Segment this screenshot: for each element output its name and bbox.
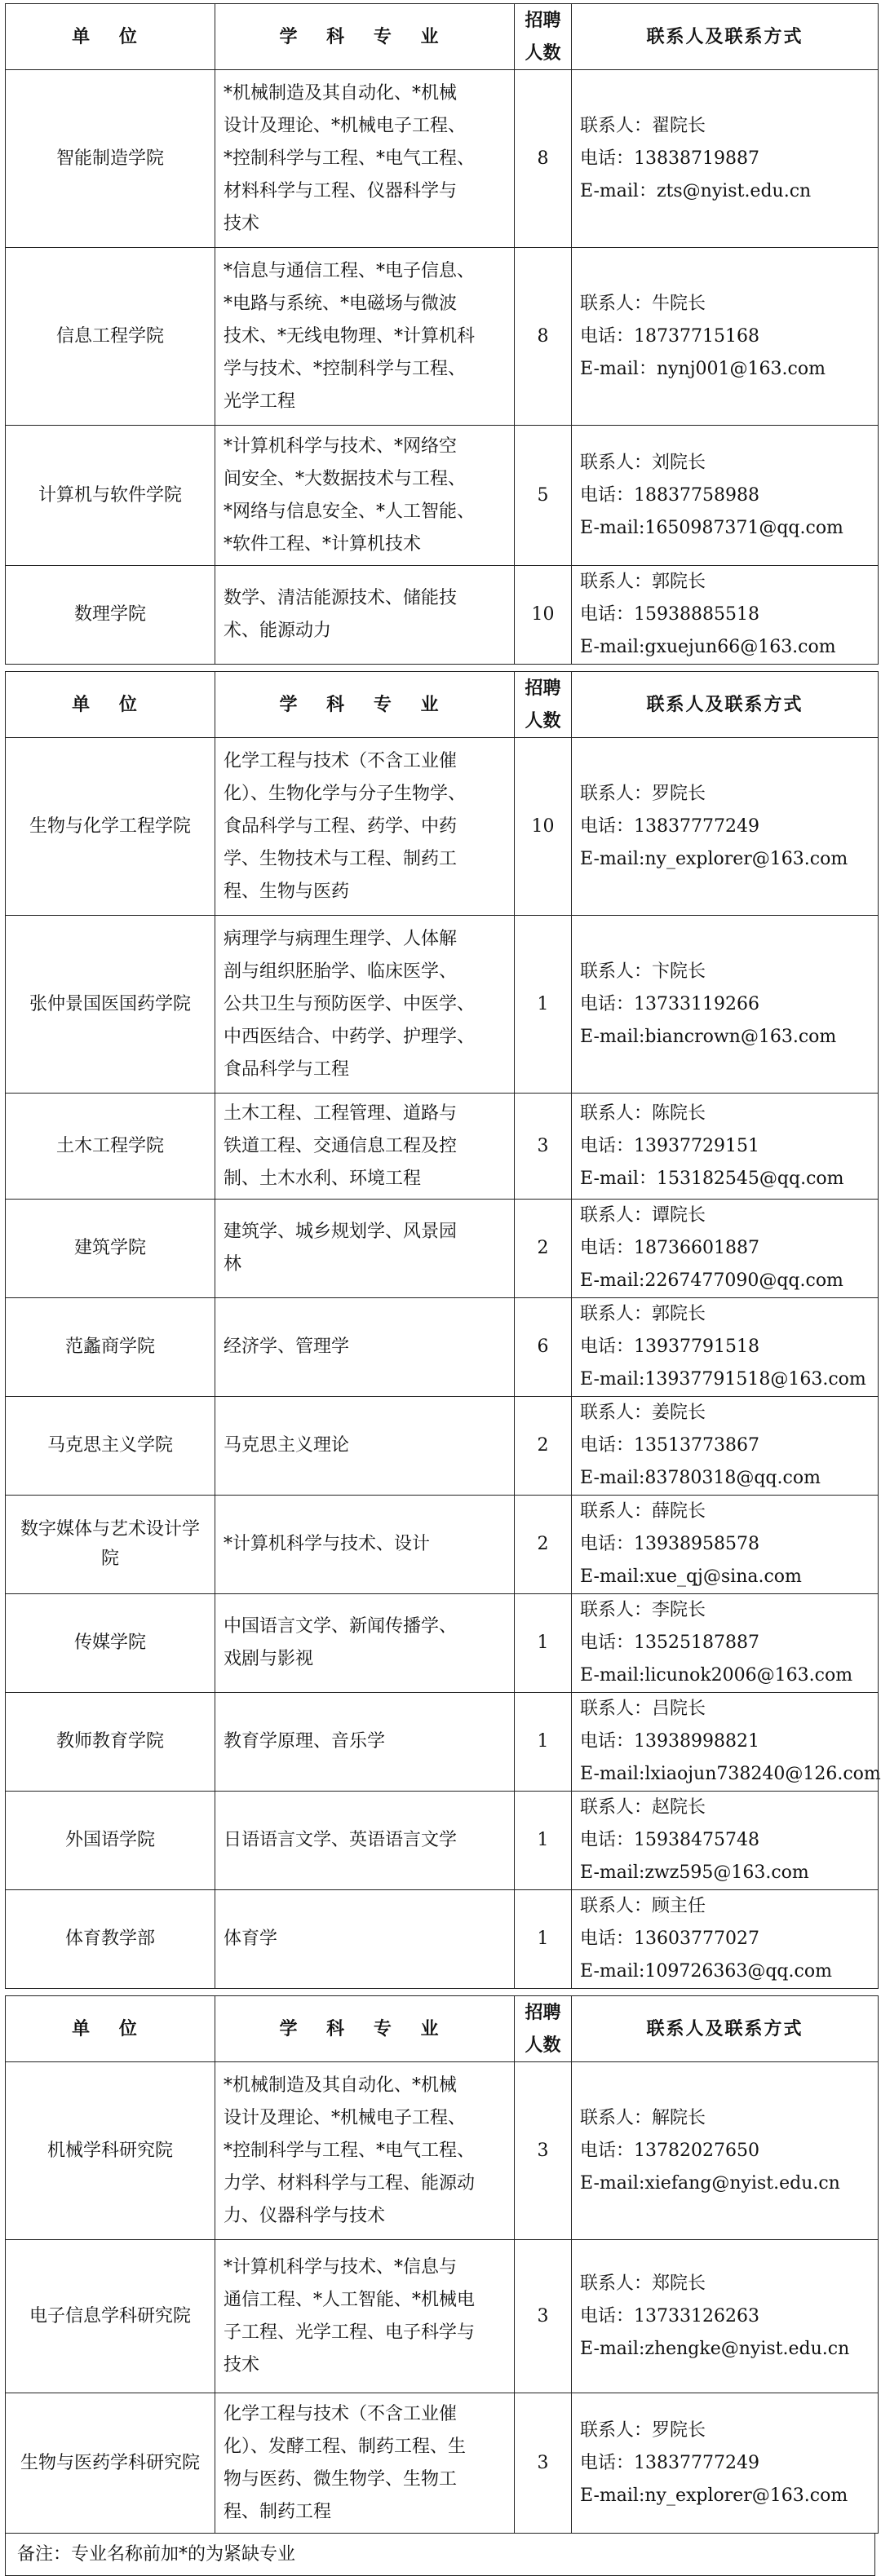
contact-cell <box>572 2393 879 2534</box>
contact-email[interactable]: E-mail:83780318@qq.com <box>580 1468 821 1488</box>
contact-phone: 电话：13937791518 <box>580 1337 759 1357</box>
major-line: *计算机科学与技术、设计 <box>224 1534 431 1554</box>
unit-cell: 体育教学部 <box>6 1890 215 1989</box>
table-row <box>6 2393 879 2534</box>
major-line: 学、生物技术与工程、制药工 <box>224 848 458 869</box>
major-cell <box>215 2240 515 2393</box>
major-line: *信息与通信工程、*电子信息、 <box>224 260 476 281</box>
table-row <box>6 70 879 248</box>
major-cell <box>215 1594 515 1693</box>
contact-cell <box>572 2240 879 2393</box>
major-line: 剖与组织胚胎学、临床医学、 <box>224 961 458 982</box>
major-line: *计算机科学与技术、*网络空 <box>224 435 458 457</box>
major-line: 数学、清洁能源技术、储能技 <box>224 588 458 608</box>
header-unit: 单 位 <box>6 672 215 738</box>
headcount-cell: 2 <box>515 1200 572 1298</box>
major-line: 戏剧与影视 <box>224 1649 314 1669</box>
table-row <box>6 566 879 665</box>
contact-phone: 电话：18736601887 <box>580 1238 759 1258</box>
major-line: 化）、发酵工程、制药工程、生 <box>224 2436 467 2457</box>
unit-cell: 生物与化学工程学院 <box>6 738 215 916</box>
table-row <box>6 1890 879 1989</box>
major-line: 化）、生物化学与分子生物学、 <box>224 783 467 804</box>
contact-phone: 电话：13513773867 <box>580 1435 759 1456</box>
recruitment-document <box>5 3 881 2576</box>
contact-phone: 电话：18737715168 <box>580 325 759 347</box>
headcount-cell: 3 <box>515 2393 572 2534</box>
contact-email[interactable]: E-mail:2267477090@qq.com <box>580 1270 843 1291</box>
major-line: 力、仪器科学与技术 <box>224 2205 386 2226</box>
unit-cell: 数理学院 <box>6 566 215 665</box>
major-line: 程、制药工程 <box>224 2501 332 2522</box>
contact-person: 联系人：陈院长 <box>580 1102 706 1124</box>
major-line: 材料科学与工程、仪器科学与 <box>224 180 458 201</box>
header-major: 学 科 专 业 <box>215 1996 515 2062</box>
major-line: 技术、*无线电物理、*计算机科 <box>224 325 476 347</box>
contact-cell <box>572 566 879 665</box>
contact-cell <box>572 70 879 248</box>
header-unit: 单 位 <box>6 4 215 70</box>
major-line: 化学工程与技术（不含工业催 <box>224 750 458 771</box>
unit-cell: 机械学科研究院 <box>6 2062 215 2240</box>
headcount-cell: 6 <box>515 1298 572 1397</box>
contact-email[interactable]: E-mail:ny_explorer@163.com <box>580 848 848 869</box>
table-row <box>6 2062 879 2240</box>
contact-person: 联系人：郭院长 <box>580 572 706 592</box>
unit-cell: 生物与医药学科研究院 <box>6 2393 215 2534</box>
major-cell <box>215 70 515 248</box>
contact-cell <box>572 2062 879 2240</box>
contact-email[interactable]: E-mail:xiefang@nyist.edu.cn <box>580 2172 840 2194</box>
contact-person: 联系人：吕院长 <box>580 1699 706 1719</box>
unit-cell: 传媒学院 <box>6 1594 215 1693</box>
contact-cell <box>572 1200 879 1298</box>
major-cell <box>215 1693 515 1792</box>
table-row <box>6 1298 879 1397</box>
table-row <box>6 1693 879 1792</box>
table-row <box>6 1200 879 1298</box>
table-row <box>6 1496 879 1594</box>
recruitment-table-1 <box>5 3 879 665</box>
contact-cell <box>572 1890 879 1989</box>
contact-email[interactable]: E-mail:xue_qj@sina.com <box>580 1566 802 1587</box>
major-line: 设计及理论、*机械电子工程、 <box>224 2107 467 2128</box>
headcount-cell: 3 <box>515 1094 572 1200</box>
major-line: 病理学与病理生理学、人体解 <box>224 928 458 949</box>
major-line: 中国语言文学、新闻传播学、 <box>224 1616 458 1637</box>
contact-email[interactable]: E-mail：zts@nyist.edu.cn <box>580 180 812 201</box>
headcount-cell: 3 <box>515 2062 572 2240</box>
contact-person: 联系人：罗院长 <box>580 783 706 804</box>
table-row <box>6 916 879 1094</box>
table-row <box>6 248 879 426</box>
header-unit: 单 位 <box>6 1996 215 2062</box>
major-cell <box>215 1298 515 1397</box>
contact-person: 联系人：郑院长 <box>580 2273 706 2294</box>
footnote: 备注：专业名称前加*的为紧缺专业 <box>5 2534 875 2576</box>
contact-cell <box>572 248 879 426</box>
unit-cell: 外国语学院 <box>6 1792 215 1890</box>
header-contact: 联系人及联系方式 <box>572 4 879 70</box>
contact-email[interactable]: E-mail:zhengke@nyist.edu.cn <box>580 2338 850 2359</box>
major-line: 技术 <box>224 213 260 234</box>
unit-cell: 马克思主义学院 <box>6 1397 215 1496</box>
headcount-cell: 10 <box>515 738 572 916</box>
major-line: 铁道工程、交通信息工程及控 <box>224 1135 458 1156</box>
contact-person: 联系人：顾主任 <box>580 1896 706 1916</box>
headcount-cell: 1 <box>515 1693 572 1792</box>
major-line: 经济学、管理学 <box>224 1337 350 1357</box>
header-contact: 联系人及联系方式 <box>572 1996 879 2062</box>
major-line: 体育学 <box>224 1929 278 1949</box>
contact-phone: 电话：13603777027 <box>580 1929 759 1949</box>
contact-person: 联系人：赵院长 <box>580 1797 706 1818</box>
contact-email[interactable]: E-mail:zwz595@163.com <box>580 1862 809 1883</box>
major-cell <box>215 426 515 566</box>
major-cell <box>215 1397 515 1496</box>
unit-cell: 土木工程学院 <box>6 1094 215 1200</box>
major-line: *电路与系统、*电磁场与微波 <box>224 293 458 314</box>
table-row <box>6 426 879 566</box>
major-line: *控制科学与工程、*电气工程、 <box>224 2140 476 2161</box>
contact-cell <box>572 1094 879 1200</box>
major-line: 间安全、*大数据技术与工程、 <box>224 468 467 489</box>
major-line: 术、能源动力 <box>224 621 332 641</box>
major-line: 马克思主义理论 <box>224 1435 350 1456</box>
headcount-cell: 5 <box>515 426 572 566</box>
headcount-cell: 8 <box>515 248 572 426</box>
unit-cell: 计算机与软件学院 <box>6 426 215 566</box>
contact-person: 联系人：罗院长 <box>580 2419 706 2441</box>
table-row <box>6 1094 879 1200</box>
major-line: 子工程、光学工程、电子科学与 <box>224 2322 476 2343</box>
headcount-cell: 2 <box>515 1397 572 1496</box>
major-line: 程、生物与医药 <box>224 881 350 902</box>
recruitment-table-3 <box>5 1995 879 2534</box>
contact-person: 联系人：卞院长 <box>580 961 706 982</box>
major-line: 林 <box>224 1254 242 1275</box>
table-row <box>6 1594 879 1693</box>
major-cell <box>215 2062 515 2240</box>
table-row <box>6 1397 879 1496</box>
unit-cell: 信息工程学院 <box>6 248 215 426</box>
contact-phone: 电话：13938958578 <box>580 1534 759 1554</box>
contact-phone: 电话：13938998821 <box>580 1731 759 1752</box>
contact-email[interactable]: E-mail:biancrown@163.com <box>580 1026 837 1047</box>
major-line: 教育学原理、音乐学 <box>224 1731 386 1752</box>
major-cell <box>215 248 515 426</box>
headcount-cell: 1 <box>515 1594 572 1693</box>
contact-email[interactable]: E-mail:1650987371@qq.com <box>580 517 843 538</box>
contact-phone: 电话：13837777249 <box>580 815 759 837</box>
header-major: 学 科 专 业 <box>215 4 515 70</box>
contact-cell <box>572 916 879 1094</box>
table-gap <box>5 665 878 671</box>
major-line: 制、土木水利、环境工程 <box>224 1168 422 1189</box>
contact-phone: 电话：13782027650 <box>580 2140 759 2161</box>
major-cell <box>215 2393 515 2534</box>
header-num: 招聘 人数 <box>515 672 572 738</box>
table-gap <box>5 1989 878 1995</box>
headcount-cell: 1 <box>515 916 572 1094</box>
headcount-cell: 1 <box>515 1792 572 1890</box>
contact-cell <box>572 1594 879 1693</box>
major-cell <box>215 1792 515 1890</box>
unit-cell: 范蠡商学院 <box>6 1298 215 1397</box>
major-line: 中西医结合、中药学、护理学、 <box>224 1026 476 1047</box>
headcount-cell: 8 <box>515 70 572 248</box>
table-row <box>6 2240 879 2393</box>
major-line: 通信工程、*人工智能、*机械电 <box>224 2289 476 2310</box>
major-line: *机械制造及其自动化、*机械 <box>224 82 458 104</box>
table-header-row <box>6 1996 879 2062</box>
major-line: 建筑学、城乡规划学、风景园 <box>224 1222 458 1242</box>
major-line: 物与医药、微生物学、生物工 <box>224 2468 458 2490</box>
major-cell <box>215 566 515 665</box>
contact-person: 联系人：谭院长 <box>580 1205 706 1226</box>
contact-cell <box>572 1496 879 1594</box>
recruitment-table-2 <box>5 671 879 1989</box>
major-line: 日语语言文学、英语语言文学 <box>224 1830 458 1850</box>
contact-email[interactable]: E-mail:lxiaojun738240@126.com <box>580 1764 881 1784</box>
headcount-cell: 10 <box>515 566 572 665</box>
tables-host <box>5 3 881 2534</box>
table-row <box>6 1792 879 1890</box>
contact-phone: 电话：15938885518 <box>580 604 759 625</box>
major-cell <box>215 916 515 1094</box>
headcount-cell: 1 <box>515 1890 572 1989</box>
major-line: *软件工程、*计算机技术 <box>224 533 422 555</box>
unit-cell: 智能制造学院 <box>6 70 215 248</box>
major-cell <box>215 738 515 916</box>
contact-email[interactable]: E-mail:109726363@qq.com <box>580 1961 832 1982</box>
unit-cell: 张仲景国医国药学院 <box>6 916 215 1094</box>
major-line: 公共卫生与预防医学、中医学、 <box>224 993 476 1014</box>
header-major: 学 科 专 业 <box>215 672 515 738</box>
major-line: 力学、材料科学与工程、能源动 <box>224 2172 476 2194</box>
major-line: 学与技术、*控制科学与工程、 <box>224 358 467 379</box>
contact-cell <box>572 1792 879 1890</box>
contact-person: 联系人：刘院长 <box>580 452 706 473</box>
headcount-cell: 3 <box>515 2240 572 2393</box>
major-line: 技术 <box>224 2354 260 2375</box>
contact-phone: 电话：13733119266 <box>580 993 759 1014</box>
contact-phone: 电话：13733126263 <box>580 2305 759 2326</box>
major-cell <box>215 1094 515 1200</box>
contact-phone: 电话：13525187887 <box>580 1633 759 1653</box>
contact-phone: 电话：13838719887 <box>580 148 759 169</box>
contact-person: 联系人：李院长 <box>580 1600 706 1620</box>
header-num: 招聘 人数 <box>515 4 572 70</box>
header-num: 招聘 人数 <box>515 1996 572 2062</box>
major-cell <box>215 1200 515 1298</box>
contact-person: 联系人：翟院长 <box>580 115 706 136</box>
table-row <box>6 738 879 916</box>
contact-phone: 电话：15938475748 <box>580 1830 759 1850</box>
contact-email[interactable]: E-mail:13937791518@163.com <box>580 1369 866 1390</box>
contact-email[interactable]: E-mail:gxuejun66@163.com <box>580 637 836 657</box>
unit-cell: 数字媒体与艺术设计学 院 <box>6 1496 215 1594</box>
major-line: 光学工程 <box>224 391 296 412</box>
contact-email[interactable]: E-mail：nynj001@163.com <box>580 358 826 379</box>
contact-email[interactable]: E-mail：153182545@qq.com <box>580 1168 844 1189</box>
contact-phone: 电话：13937729151 <box>580 1135 759 1156</box>
contact-cell <box>572 426 879 566</box>
contact-email[interactable]: E-mail:ny_explorer@163.com <box>580 2485 848 2506</box>
major-cell <box>215 1890 515 1989</box>
contact-cell <box>572 1298 879 1397</box>
contact-person: 联系人：姜院长 <box>580 1403 706 1423</box>
unit-cell: 教师教育学院 <box>6 1693 215 1792</box>
major-line: *控制科学与工程、*电气工程、 <box>224 148 476 169</box>
contact-phone: 电话：13837777249 <box>580 2452 759 2473</box>
contact-phone: 电话：18837758988 <box>580 484 759 506</box>
contact-email[interactable]: E-mail:licunok2006@163.com <box>580 1665 853 1686</box>
contact-person: 联系人：牛院长 <box>580 293 706 314</box>
header-contact: 联系人及联系方式 <box>572 672 879 738</box>
contact-person: 联系人：解院长 <box>580 2107 706 2128</box>
unit-cell: 建筑学院 <box>6 1200 215 1298</box>
table-header-row <box>6 4 879 70</box>
major-line: *机械制造及其自动化、*机械 <box>224 2074 458 2096</box>
major-cell <box>215 1496 515 1594</box>
major-line: 食品科学与工程 <box>224 1058 350 1080</box>
table-header-row <box>6 672 879 738</box>
major-line: *网络与信息安全、*人工智能、 <box>224 501 476 522</box>
headcount-cell: 2 <box>515 1496 572 1594</box>
unit-cell: 电子信息学科研究院 <box>6 2240 215 2393</box>
contact-cell <box>572 738 879 916</box>
contact-person: 联系人：郭院长 <box>580 1304 706 1324</box>
contact-cell <box>572 1693 879 1792</box>
major-line: 土木工程、工程管理、道路与 <box>224 1102 458 1124</box>
contact-cell <box>572 1397 879 1496</box>
major-line: 化学工程与技术（不含工业催 <box>224 2403 458 2424</box>
major-line: 食品科学与工程、药学、中药 <box>224 815 458 837</box>
major-line: *计算机科学与技术、*信息与 <box>224 2256 458 2278</box>
major-line: 设计及理论、*机械电子工程、 <box>224 115 467 136</box>
contact-person: 联系人：薛院长 <box>580 1501 706 1522</box>
